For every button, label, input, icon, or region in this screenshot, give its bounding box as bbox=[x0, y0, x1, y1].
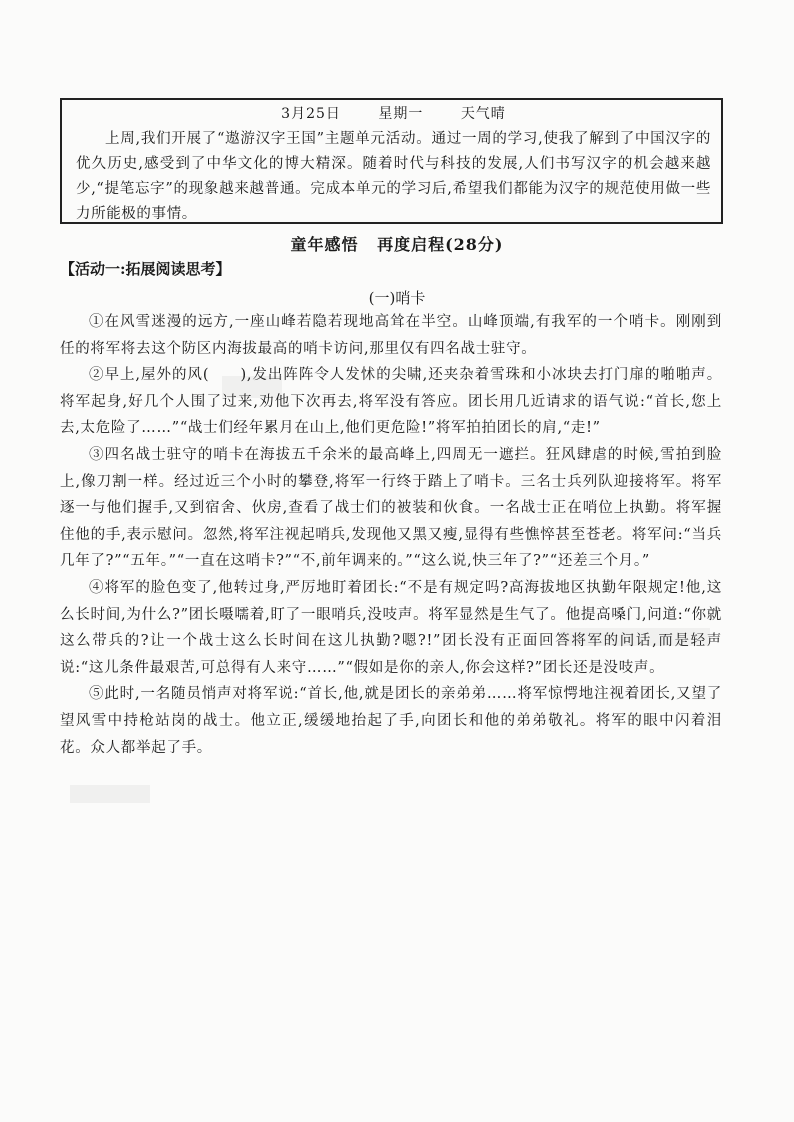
activity-label: 【活动一:拓展阅读思考】 bbox=[60, 260, 231, 278]
diary-text: 上周,我们开展了“遨游汉字王国”主题单元活动。通过一周的学习,使我了解到了中国汉字的优久历史,感受到了中华文化的博大精深。随着时代与科技的发展,人们书写汉字的机会越来越少,“提笔忘字”的现象越来越普通。完成本单元的学习后,希望我们都能为汉字的规范使用做一些力所能极的事情。 bbox=[76, 131, 711, 222]
section-title-sub: 再度启程(28分) bbox=[377, 235, 504, 254]
diary-weekday: 星期一 bbox=[378, 106, 424, 122]
article-paragraph-3: ③四名战士驻守的哨卡在海拔五千余米的最高峰上,四周无一遮拦。狂风肆虐的时候,雪拍到脸上,像刀割一样。经过近三个小时的攀登,将军一行终于踏上了哨卡。三名士兵列队迎接将军。将军逐一与他们握手,又到宿舍、伙房,查看了战士们的被装和伙食。一名战士正在哨位上执勤。将军握住他的手,表示慰问。忽然,将军注视起哨兵,发现他又黑又瘦,显得有些憔悴甚至苍老。将军问:“当兵几年了?”“五年。”“一直在这哨卡?”“不,前年调来的。”“这么说,快三年了?”“还差三个月。” bbox=[60, 446, 722, 570]
diary-date: 3月25日 bbox=[281, 106, 341, 122]
diary-box bbox=[60, 98, 723, 224]
article-paragraph-1: ①在风雪迷漫的远方,一座山峰若隐若现地高耸在半空。山峰顶端,有我军的一个哨卡。刚刚到任的将军将去这个防区内海拔最高的哨卡访问,那里仅有四名战士驻守。 bbox=[60, 314, 722, 357]
section-title bbox=[0, 232, 794, 255]
article-body bbox=[60, 309, 722, 761]
diary-header bbox=[76, 103, 711, 125]
article-paragraph-5: ⑤此时,一名随员悄声对将军说:“首长,他,就是团长的亲弟弟……将军惊愕地注视着团长,又望了望风雪中持枪站岗的战士。他立正,缓缓地抬起了手,向团长和他的弟弟敬礼。将军的眼中闪着泪花。众人都举起了手。 bbox=[60, 686, 722, 756]
diary-weather: 天气晴 bbox=[460, 106, 506, 122]
section-title-main: 童年感悟 bbox=[290, 235, 359, 254]
scan-smudge bbox=[70, 785, 150, 803]
article-paragraph-2: ②早上,屋外的风( ),发出阵阵令人发怵的尖啸,还夹杂着雪珠和小冰块去打门扉的啪啪声。将军起身,好几个人围了过来,劝他下次再去,将军没有答应。团长用几近请求的语气说:“首长,您上去,太危险了……”“战士们经年累月在山上,他们更危险!”将军拍拍团长的肩,“走!” bbox=[60, 367, 722, 437]
article-title: (一)哨卡 bbox=[368, 289, 426, 307]
article-paragraph-4: ④将军的脸色变了,他转过身,严厉地盯着团长:“不是有规定吗?高海拔地区执勤年限规定!他,这么长时间,为什么?”团长嗫嚅着,盯了一眼哨兵,没吱声。将军显然是生气了。他提高嗓门,问道:“你就这么带兵的?让一个战士这么长时间在这儿执勤?嗯?!”团长没有正面回答将军的问话,而是轻声说:“这儿条件最艰苦,可总得有人来守……”“假如是你的亲人,你会这样?”团长还是没吱声。 bbox=[60, 579, 722, 676]
